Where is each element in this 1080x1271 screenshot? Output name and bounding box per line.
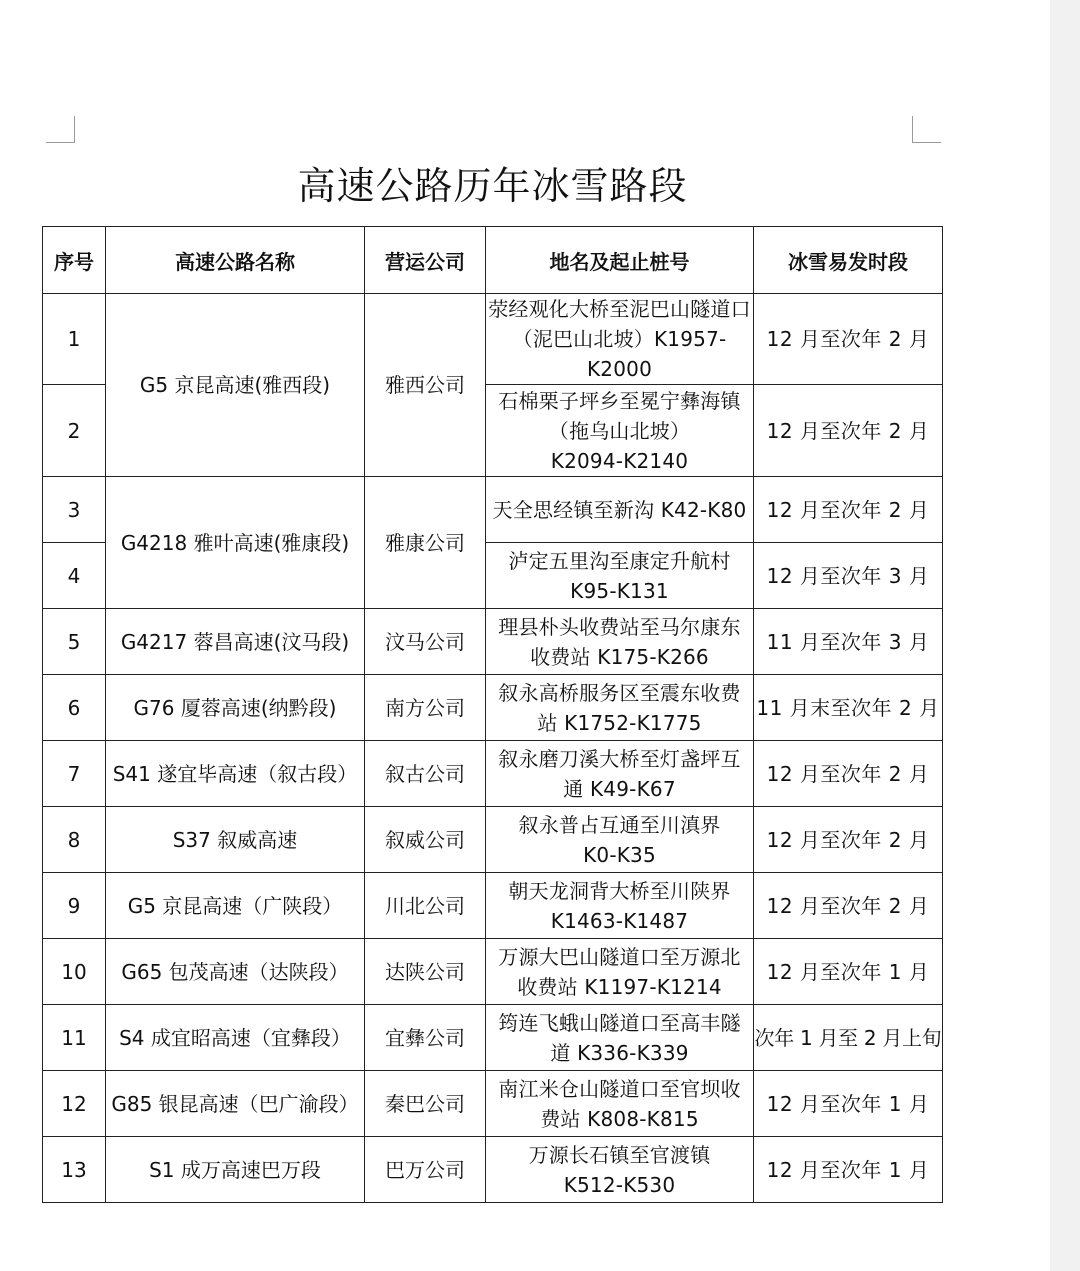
row-company: 雅西公司 [365,294,486,477]
row-company: 叙威公司 [365,807,486,873]
row-location: 泸定五里沟至康定升航村 K95-K131 [486,543,754,609]
column-header-seq: 序号 [43,227,106,294]
document-title: 高速公路历年冰雪路段 [297,164,688,208]
row-period: 12 月至次年 2 月 [754,807,943,873]
page-corner-mark-left [46,116,75,143]
row-seq: 12 [43,1071,106,1137]
table-row [43,1071,943,1137]
table-row [43,477,943,543]
table-row [43,294,943,385]
row-highway: G5 京昆高速(雅西段) [106,294,365,477]
row-location: 万源长石镇至官渡镇 K512-K530 [486,1137,754,1203]
row-location: 石棉栗子坪乡至冕宁彝海镇 （拖乌山北坡） K2094-K2140 [486,385,754,477]
row-seq: 3 [43,477,106,543]
row-period: 12 月至次年 3 月 [754,543,943,609]
row-company: 南方公司 [365,675,486,741]
row-seq: 2 [43,385,106,477]
table-row [43,873,943,939]
row-location: 荥经观化大桥至泥巴山隧道口 （泥巴山北坡）K1957-K2000 [486,294,754,385]
row-location: 叙永高桥服务区至震东收费 站 K1752-K1775 [486,675,754,741]
row-period: 12 月至次年 1 月 [754,1137,943,1203]
table-row [43,939,943,1005]
row-period: 12 月至次年 2 月 [754,873,943,939]
table-row [43,807,943,873]
row-highway: G4218 雅叶高速(雅康段) [106,477,365,609]
column-header-company: 营运公司 [365,227,486,294]
row-location: 万源大巴山隧道口至万源北 收费站 K1197-K1214 [486,939,754,1005]
row-highway: G5 京昆高速（广陕段） [106,873,365,939]
row-period: 次年 1 月至 2 月上旬 [754,1005,943,1071]
row-location: 南江米仓山隧道口至官坝收 费站 K808-K815 [486,1071,754,1137]
row-highway: S37 叙威高速 [106,807,365,873]
row-highway: S41 遂宜毕高速（叙古段） [106,741,365,807]
column-header-period: 冰雪易发时段 [754,227,943,294]
row-seq: 8 [43,807,106,873]
row-company: 巴万公司 [365,1137,486,1203]
row-company: 宜彝公司 [365,1005,486,1071]
table-row [43,1137,943,1203]
table-header-row [43,227,943,294]
row-period: 12 月至次年 2 月 [754,385,943,477]
row-seq: 11 [43,1005,106,1071]
row-seq: 5 [43,609,106,675]
row-period: 11 月末至次年 2 月 [754,675,943,741]
icy-road-table [42,226,943,1203]
row-period: 12 月至次年 2 月 [754,294,943,385]
table-row [43,609,943,675]
row-period: 11 月至次年 3 月 [754,609,943,675]
row-location: 理县朴头收费站至马尔康东 收费站 K175-K266 [486,609,754,675]
column-header-highway: 高速公路名称 [106,227,365,294]
row-location: 叙永普占互通至川滇界 K0-K35 [486,807,754,873]
row-seq: 4 [43,543,106,609]
row-period: 12 月至次年 1 月 [754,939,943,1005]
row-location: 朝天龙洞背大桥至川陕界 K1463-K1487 [486,873,754,939]
row-highway: S4 成宜昭高速（宜彝段） [106,1005,365,1071]
row-period: 12 月至次年 2 月 [754,741,943,807]
row-company: 雅康公司 [365,477,486,609]
row-company: 达陕公司 [365,939,486,1005]
table-row [43,1005,943,1071]
table-row [43,741,943,807]
page-corner-mark-right [912,116,941,143]
row-seq: 1 [43,294,106,385]
row-highway: S1 成万高速巴万段 [106,1137,365,1203]
row-highway: G4217 蓉昌高速(汶马段) [106,609,365,675]
row-highway: G65 包茂高速（达陕段） [106,939,365,1005]
row-highway: G85 银昆高速（巴广渝段） [106,1071,365,1137]
row-seq: 10 [43,939,106,1005]
row-location: 叙永磨刀溪大桥至灯盏坪互 通 K49-K67 [486,741,754,807]
table-row [43,675,943,741]
row-company: 川北公司 [365,873,486,939]
row-seq: 13 [43,1137,106,1203]
row-location: 天全思经镇至新沟 K42-K80 [486,477,754,543]
column-header-location: 地名及起止桩号 [486,227,754,294]
scrollbar-track[interactable] [1050,0,1080,1271]
row-period: 12 月至次年 1 月 [754,1071,943,1137]
row-highway: G76 厦蓉高速(纳黔段) [106,675,365,741]
row-location: 筠连飞蛾山隧道口至高丰隧 道 K336-K339 [486,1005,754,1071]
row-company: 秦巴公司 [365,1071,486,1137]
row-company: 汶马公司 [365,609,486,675]
row-period: 12 月至次年 2 月 [754,477,943,543]
row-seq: 7 [43,741,106,807]
row-seq: 6 [43,675,106,741]
row-company: 叙古公司 [365,741,486,807]
row-seq: 9 [43,873,106,939]
